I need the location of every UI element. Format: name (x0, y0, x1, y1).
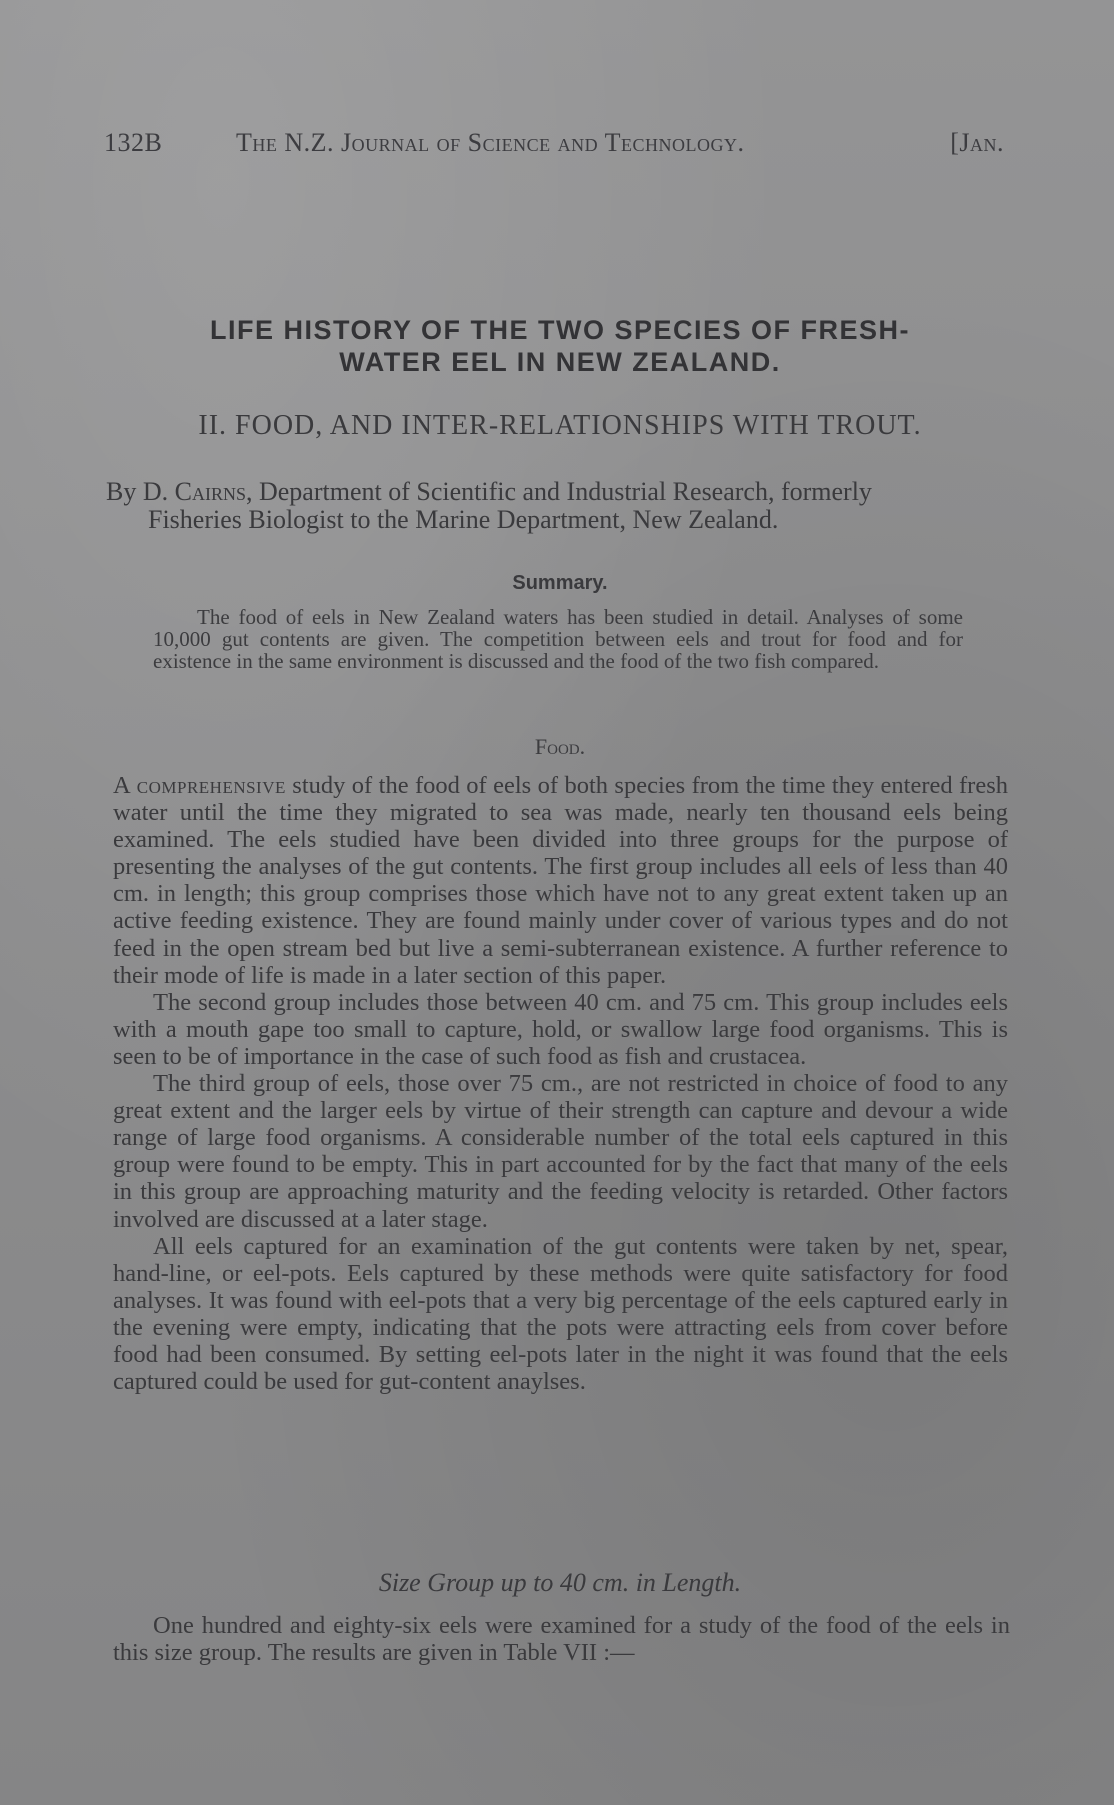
summary-heading: Summary. (512, 572, 608, 594)
summary-paragraph (153, 606, 963, 672)
food-lead-smallcaps: A comprehensive (113, 772, 286, 799)
food-paragraph-1-text: study of the food of eels of both species from the time they entered fresh water until the time they migrated to sea was made, nearly ten thousand eels being examined. The eels studied have been divided into three groups for the purpose of presenting the analyses of the gut contents. The first group includes all eels of less than 40 cm. in length; this group comprises those which have not to any great extent taken up an active feeding existence. They are found mainly under cover of various types and do not feed in the open stream bed but live a semi-subterranean existence. A further reference to their mode of life is made in a later section of this paper. (113, 772, 1008, 989)
byline-line-2: Fisheries Biologist to the Marine Department, New Zealand. (148, 505, 779, 534)
issue-month: [Jan. (950, 128, 1004, 157)
byline (106, 478, 1006, 534)
size-group-paragraph-1: One hundred and eighty-six eels were examined for a study of the food of the eels in this size group. The results are given in Table VII :— (113, 1612, 1010, 1666)
running-header (104, 128, 1004, 162)
journal-title: The N.Z. Journal of Science and Technology. (236, 128, 745, 157)
page-number: 132B (104, 128, 163, 157)
food-paragraph-1 (113, 772, 1008, 989)
article-title (110, 314, 1010, 378)
food-paragraph-3: The third group of eels, those over 75 cm., are not restricted in choice of food to any great extent and the larger eels by virtue of their strength can capture and devour a wide range of large food organisms. A considerable number of the total eels captured in this group were found to be empty. This in part accounted for by the fact that many of the eels in this group are approaching maturity and the feeding velocity is retarded. Other factors involved are discussed at a later stage. (113, 1070, 1008, 1233)
food-paragraph-4: All eels captured for an examination of the gut contents were taken by net, spear, hand-line, or eel-pots. Eels captured by these methods were quite satisfactory for food analyses. It was found with eel-pots that a very big percentage of the eels captured early in the evening were empty, indicating that the pots were attracting eels from cover before food had been consumed. By setting eel-pots later in the night it was found that the eels captured could be used for gut-content anaylses. (113, 1232, 1008, 1396)
article-title-line-1: LIFE HISTORY OF THE TWO SPECIES OF FRESH- (209, 315, 911, 345)
size-group-body (113, 1612, 1010, 1666)
author-affiliation: , Department of Scientific and Industrial Research, formerly (245, 477, 872, 506)
article-title-line-2: WATER EEL IN NEW ZEALAND. (339, 347, 781, 377)
summary-text: The food of eels in New Zealand waters has been studied in detail. Analyses of some 10,000 gut contents are given. The competition between eels and trout for food and for existence in the same environment is discussed and the food of the two fish compared. (153, 605, 963, 673)
byline-line-1 (106, 478, 1006, 506)
food-heading: Food. (534, 734, 586, 759)
author-name: Cairns (174, 477, 246, 506)
summary-indent (153, 605, 197, 629)
size-group-heading: Size Group up to 40 cm. in Length. (378, 1568, 742, 1597)
food-section-body (113, 772, 1008, 1395)
article-subtitle: II. FOOD, AND INTER-RELATIONSHIPS WITH TROUT. (198, 410, 922, 441)
food-paragraph-2: The second group includes those between 40 cm. and 75 cm. This group includes eels with a mouth gape too small to capture, hold, or swallow large food organisms. This is seen to be of importance in the case of such food as fish and crustacea. (113, 988, 1008, 1070)
byline-prefix: By D. (106, 477, 175, 506)
